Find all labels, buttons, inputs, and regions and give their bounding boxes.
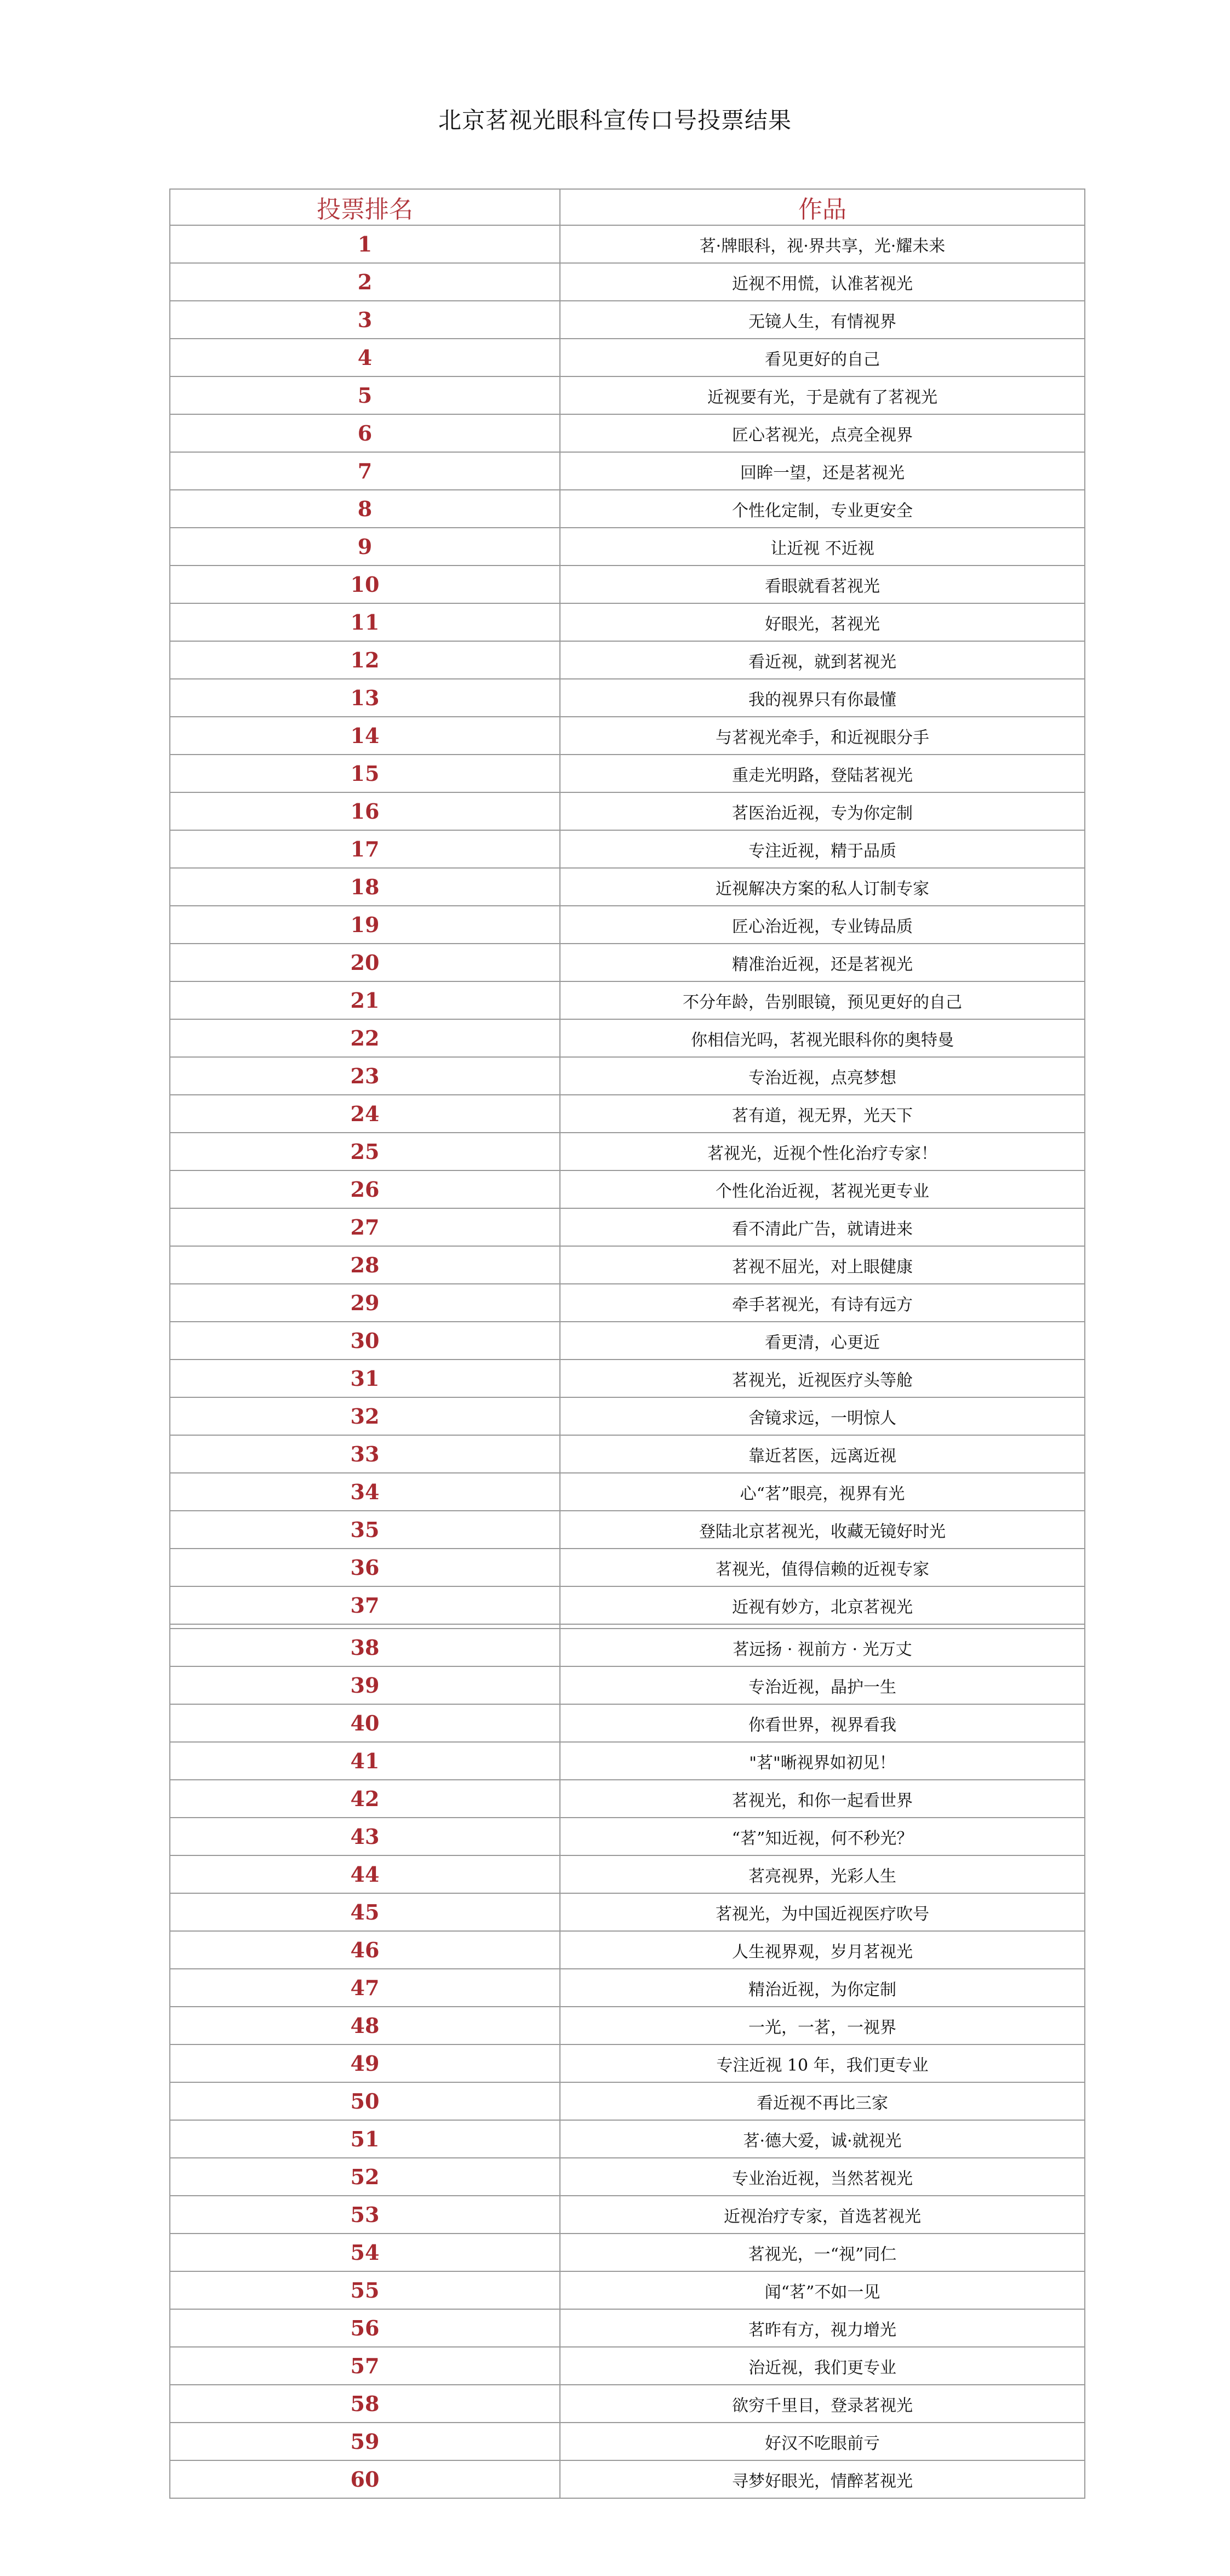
rank-cell: 44 [170, 1855, 560, 1893]
rank-cell: 28 [170, 1246, 560, 1284]
rank-cell: 27 [170, 1208, 560, 1246]
rank-cell: 5 [170, 376, 560, 414]
table-row [170, 414, 1085, 452]
work-cell: 茗视光，近视医疗头等舱 [560, 1360, 1085, 1397]
rank-cell: 51 [170, 2120, 560, 2158]
table-row [170, 1818, 1085, 1855]
table-row [170, 1511, 1085, 1549]
work-cell: 心“茗”眼亮，视界有光 [560, 1473, 1085, 1511]
table-row [170, 2347, 1085, 2385]
rank-cell: 8 [170, 490, 560, 528]
work-cell: 让近视 不近视 [560, 528, 1085, 566]
work-cell: 茗·德大爱，诚·就视光 [560, 2120, 1085, 2158]
work-cell: 匠心茗视光，点亮全视界 [560, 414, 1085, 452]
rank-cell: 18 [170, 868, 560, 906]
table-row [170, 755, 1085, 792]
work-cell: 近视要有光，于是就有了茗视光 [560, 376, 1085, 414]
work-cell: "茗"晰视界如初见！ [560, 1742, 1085, 1780]
table-row [170, 1893, 1085, 1931]
rank-cell: 53 [170, 2196, 560, 2234]
table-row [170, 1780, 1085, 1818]
table-row [170, 2234, 1085, 2271]
table-row [170, 2082, 1085, 2120]
table-row [170, 603, 1085, 641]
work-cell: 好眼光，茗视光 [560, 603, 1085, 641]
rank-cell: 10 [170, 566, 560, 603]
work-cell: 不分年龄，告别眼镜，预见更好的自己 [560, 981, 1085, 1019]
work-cell: 茗远扬 · 视前方 · 光万丈 [560, 1629, 1085, 1666]
table-row [170, 2385, 1085, 2423]
work-cell: 寻梦好眼光，情醉茗视光 [560, 2460, 1085, 2498]
rank-cell: 46 [170, 1931, 560, 1969]
table-row [170, 2196, 1085, 2234]
rank-cell: 13 [170, 679, 560, 717]
rank-cell: 26 [170, 1170, 560, 1208]
work-cell: 一光，一茗，一视界 [560, 2007, 1085, 2044]
work-cell: 专注近视，精于品质 [560, 830, 1085, 868]
rank-cell: 37 [170, 1586, 560, 1624]
work-cell: 茗亮视界，光彩人生 [560, 1855, 1085, 1893]
rank-cell: 49 [170, 2044, 560, 2082]
table-row [170, 906, 1085, 944]
work-cell: 个性化定制，专业更安全 [560, 490, 1085, 528]
rank-cell: 36 [170, 1549, 560, 1586]
work-cell: 茗·牌眼科，视·界共享，光·耀未来 [560, 225, 1085, 263]
table-row [170, 1397, 1085, 1435]
rank-cell: 40 [170, 1704, 560, 1742]
rank-cell: 17 [170, 830, 560, 868]
work-cell: 近视不用慌，认准茗视光 [560, 263, 1085, 301]
column-header-work: 作品 [560, 189, 1085, 225]
rank-cell: 52 [170, 2158, 560, 2196]
work-cell: 我的视界只有你最懂 [560, 679, 1085, 717]
work-cell: 你相信光吗，茗视光眼科你的奥特曼 [560, 1019, 1085, 1057]
vote-results-table [169, 189, 1085, 2499]
table-row [170, 1284, 1085, 1322]
rank-cell: 34 [170, 1473, 560, 1511]
work-cell: 与茗视光牵手，和近视眼分手 [560, 717, 1085, 755]
work-cell: 好汉不吃眼前亏 [560, 2423, 1085, 2460]
table-row [170, 1170, 1085, 1208]
work-cell: 近视解决方案的私人订制专家 [560, 868, 1085, 906]
column-header-rank: 投票排名 [170, 189, 560, 225]
rank-cell: 25 [170, 1133, 560, 1170]
work-cell: 个性化治近视，茗视光更专业 [560, 1170, 1085, 1208]
table-row [170, 1057, 1085, 1095]
rank-cell: 16 [170, 792, 560, 830]
table-row [170, 376, 1085, 414]
rank-cell: 38 [170, 1629, 560, 1666]
work-cell: 看近视，就到茗视光 [560, 641, 1085, 679]
work-cell: 专治近视，晶护一生 [560, 1666, 1085, 1704]
rank-cell: 24 [170, 1095, 560, 1133]
work-cell: 舍镜求远，一明惊人 [560, 1397, 1085, 1435]
work-cell: 专业治近视，当然茗视光 [560, 2158, 1085, 2196]
work-cell: 治近视，我们更专业 [560, 2347, 1085, 2385]
work-cell: 专治近视，点亮梦想 [560, 1057, 1085, 1095]
table-row [170, 452, 1085, 490]
table-row [170, 679, 1085, 717]
table-row [170, 2007, 1085, 2044]
rank-cell: 54 [170, 2234, 560, 2271]
rank-cell: 23 [170, 1057, 560, 1095]
rank-cell: 32 [170, 1397, 560, 1435]
table-row [170, 490, 1085, 528]
table-row [170, 2309, 1085, 2347]
rank-cell: 1 [170, 225, 560, 263]
rank-cell: 4 [170, 339, 560, 376]
page-title: 北京茗视光眼科宣传口号投票结果 [438, 107, 792, 134]
work-cell: 近视治疗专家，首选茗视光 [560, 2196, 1085, 2234]
work-cell: 回眸一望，还是茗视光 [560, 452, 1085, 490]
rank-cell: 47 [170, 1969, 560, 2007]
work-cell: 看近视不再比三家 [560, 2082, 1085, 2120]
work-cell: 牵手茗视光，有诗有远方 [560, 1284, 1085, 1322]
table-row [170, 1629, 1085, 1666]
rank-cell: 41 [170, 1742, 560, 1780]
work-cell: 茗有道，视无界，光天下 [560, 1095, 1085, 1133]
rank-cell: 30 [170, 1322, 560, 1360]
work-cell: 茗昨有方，视力增光 [560, 2309, 1085, 2347]
rank-cell: 59 [170, 2423, 560, 2460]
table-header-row [170, 189, 1085, 225]
work-cell: 茗医治近视，专为你定制 [560, 792, 1085, 830]
table-row [170, 1855, 1085, 1893]
rank-cell: 19 [170, 906, 560, 944]
table-row [170, 1095, 1085, 1133]
rank-cell: 2 [170, 263, 560, 301]
rank-cell: 29 [170, 1284, 560, 1322]
rank-cell: 9 [170, 528, 560, 566]
table-row [170, 1246, 1085, 1284]
rank-cell: 35 [170, 1511, 560, 1549]
work-cell: 茗视不屈光，对上眼健康 [560, 1246, 1085, 1284]
table-row [170, 528, 1085, 566]
table-row [170, 2460, 1085, 2498]
rank-cell: 57 [170, 2347, 560, 2385]
table-row [170, 1322, 1085, 1360]
rank-cell: 60 [170, 2460, 560, 2498]
rank-cell: 7 [170, 452, 560, 490]
work-cell: 欲穷千里目，登录茗视光 [560, 2385, 1085, 2423]
table-row [170, 1666, 1085, 1704]
work-cell: 看更清，心更近 [560, 1322, 1085, 1360]
rank-cell: 31 [170, 1360, 560, 1397]
table-body [170, 225, 1085, 2498]
work-cell: 登陆北京茗视光，收藏无镜好时光 [560, 1511, 1085, 1549]
rank-cell: 55 [170, 2271, 560, 2309]
rank-cell: 48 [170, 2007, 560, 2044]
rank-cell: 12 [170, 641, 560, 679]
table-row [170, 339, 1085, 376]
table-row [170, 1208, 1085, 1246]
table-row [170, 2271, 1085, 2309]
rank-cell: 20 [170, 944, 560, 981]
table-row [170, 1742, 1085, 1780]
rank-cell: 15 [170, 755, 560, 792]
work-cell: 看眼就看茗视光 [560, 566, 1085, 603]
table-row [170, 1969, 1085, 2007]
work-cell: 近视有妙方，北京茗视光 [560, 1586, 1085, 1624]
table-row [170, 2044, 1085, 2082]
table-row [170, 641, 1085, 679]
rank-cell: 14 [170, 717, 560, 755]
rank-cell: 6 [170, 414, 560, 452]
work-cell: 茗视光，一“视”同仁 [560, 2234, 1085, 2271]
table-row [170, 1435, 1085, 1473]
table-row [170, 225, 1085, 263]
table-row [170, 1360, 1085, 1397]
table-row [170, 1133, 1085, 1170]
table-row [170, 2158, 1085, 2196]
work-cell: 闻“茗”不如一见 [560, 2271, 1085, 2309]
work-cell: 茗视光，近视个性化治疗专家！ [560, 1133, 1085, 1170]
work-cell: 人生视界观，岁月茗视光 [560, 1931, 1085, 1969]
table-row [170, 2423, 1085, 2460]
work-cell: 重走光明路，登陆茗视光 [560, 755, 1085, 792]
table-row [170, 981, 1085, 1019]
rank-cell: 43 [170, 1818, 560, 1855]
work-cell: 匠心治近视，专业铸品质 [560, 906, 1085, 944]
gap-cell [170, 1624, 560, 1629]
page-break-gap [170, 1624, 1085, 1629]
rank-cell: 56 [170, 2309, 560, 2347]
table-row [170, 1704, 1085, 1742]
rank-cell: 58 [170, 2385, 560, 2423]
table-row [170, 1019, 1085, 1057]
table-row [170, 717, 1085, 755]
work-cell: 精治近视，为你定制 [560, 1969, 1085, 2007]
table-row [170, 1931, 1085, 1969]
rank-cell: 42 [170, 1780, 560, 1818]
rank-cell: 39 [170, 1666, 560, 1704]
table-row [170, 263, 1085, 301]
work-cell: 茗视光，为中国近视医疗吹号 [560, 1893, 1085, 1931]
rank-cell: 11 [170, 603, 560, 641]
rank-cell: 50 [170, 2082, 560, 2120]
work-cell: 无镜人生，有情视界 [560, 301, 1085, 339]
work-cell: “茗”知近视，何不秒光？ [560, 1818, 1085, 1855]
rank-cell: 33 [170, 1435, 560, 1473]
work-cell: 靠近茗医，远离近视 [560, 1435, 1085, 1473]
gap-cell [560, 1624, 1085, 1629]
work-cell: 专注近视 10 年，我们更专业 [560, 2044, 1085, 2082]
table-row [170, 830, 1085, 868]
rank-cell: 22 [170, 1019, 560, 1057]
table-row [170, 2120, 1085, 2158]
work-cell: 看不清此广告，就请进来 [560, 1208, 1085, 1246]
table-row [170, 566, 1085, 603]
table-row [170, 1549, 1085, 1586]
work-cell: 茗视光，值得信赖的近视专家 [560, 1549, 1085, 1586]
table-row [170, 792, 1085, 830]
rank-cell: 21 [170, 981, 560, 1019]
table-row [170, 868, 1085, 906]
table-row [170, 944, 1085, 981]
work-cell: 你看世界，视界看我 [560, 1704, 1085, 1742]
rank-cell: 45 [170, 1893, 560, 1931]
work-cell: 看见更好的自己 [560, 339, 1085, 376]
rank-cell: 3 [170, 301, 560, 339]
table-row [170, 301, 1085, 339]
work-cell: 精准治近视，还是茗视光 [560, 944, 1085, 981]
table-row [170, 1586, 1085, 1624]
work-cell: 茗视光，和你一起看世界 [560, 1780, 1085, 1818]
table-row [170, 1473, 1085, 1511]
